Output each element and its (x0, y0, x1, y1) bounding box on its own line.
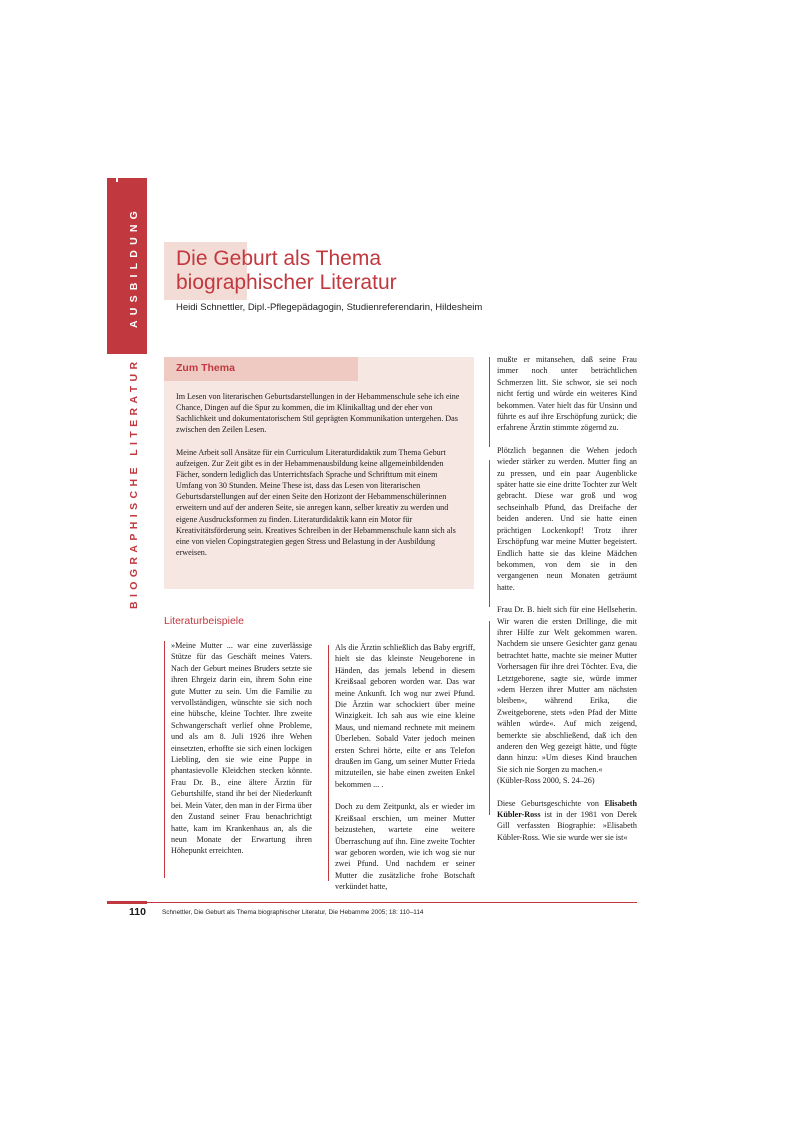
quote-rule (164, 641, 165, 878)
quote-paragraph: »Meine Mutter ... war eine zuverlässige Stütze für das Geschäft meines Vaters. Nach der Geburt meines Bruders setzte sie ihren Ehrgeiz darin ein, ihrem Sohn eine gute Mutter zu sein. Um die Familie zu vervollständigen, wünschte sie sich noch eine hübsche, kleine Tochter. Ihre zweite Schwangerschaft verlief ohne Probleme, und als am 8. Juli 1926 ihre Wehen einsetzten, erhoffte sie sich einen lockigen Liebling, den sie wie eine Puppe in phantasievolle Kleidchen stecken könnte. Frau Dr. B., eine ältere Ärztin für Geburtshilfe, stand ihr bei der Niederkunft bei. Mein Vater, den man in der Firma über den Zustand seiner Frau benachrichtigt hatte, kam im Krankenhaus an, als die neun Monate der Erwartung ihren Höhepunkt erreichten. (171, 641, 312, 856)
body-text: ist in der 1981 von Derek Gill verfassten Biographie: »Elisabeth Kübler-Ross. Wie sie wurde wer sie ist« (497, 810, 637, 842)
column-3 (497, 354, 637, 843)
quote-paragraph: Frau Dr. B. hielt sich für eine Hellseherin. Wir waren die ersten Drillinge, die mit ihrer Hilfe zur Welt gekommen waren. Nachdem sie unsere Gesichter ganz genau betrachtet hatte, machte sie meiner Mutter Vorhersagen für ihre drei Töchter. Eva, die Letztgeborene, sagte sie, würde immer »dem Herzen ihrer Mutter am nächsten bleiben«, während Erika, die Zweitgeborene, stets »den Pfad der Mitte wählen würde«. Auf mich zeigend, bemerkte sie abschließend, daß ich den anderen den Weg gezeigt hätte, und fügte dann hinzu: »Um dieses Kind brauchen Sie sich nie Sorgen zu machen.« (497, 605, 637, 774)
footer-rule (107, 902, 637, 903)
quote-paragraph: Doch zu dem Zeitpunkt, als er wieder im Kreißsaal erschien, um meiner Mutter beizustehen, wartete eine weitere Überraschung auf ihn. Eine zweite Tochter war geboren worden, wie ich wog sie nur zwei Pfund. Und nachdem er seiner Mutter die zusätzliche frohe Botschaft verkündet hatte, (335, 802, 475, 892)
footer-rule-accent (107, 901, 147, 904)
section-tab (107, 178, 147, 354)
section-tab-marker (116, 176, 118, 182)
article-title-line-2: biographischer Literatur (176, 271, 397, 294)
quote-rule (489, 460, 490, 607)
quote-citation: (Kübler-Ross 2000, S. 24–26) (497, 776, 595, 786)
topic-box-body (176, 391, 466, 569)
body-paragraph (497, 798, 637, 844)
quote-paragraph: Als die Ärztin schließlich das Baby ergriff, hielt sie das kleinste Neugeborene in Händen, das jemals lebend in diesem Kreißsaal geboren worden war. Das war meine Ankunft. Ich wog nur zwei Pfund. Die Ärztin war schockiert über meine Winzigkeit. Ich sah aus wie eine kleine Maus, und niemand rechnete mit meinem Überleben. Sobald Vater jedoch meinen ersten Schrei hörte, eilte er ans Telefon draußen im Gang, um seiner Mutter Frieda mitzuteilen, sie habe einen zweiten Enkel bekommen ... . (335, 643, 475, 789)
quote-rule (489, 621, 490, 815)
body-text: Diese Geburtsgeschichte von (497, 798, 605, 808)
person-name: Elisabeth Kübler-Ross (497, 798, 637, 820)
article-author: Heidi Schnettler, Dipl.-Pflegepädagogin, Studienreferendarin, Hildesheim (176, 302, 483, 313)
rubric-label: BIOGRAPHISCHE LITERATUR (128, 357, 140, 609)
quote-rule (328, 645, 329, 881)
section-label: AUSBILDUNG (128, 206, 140, 328)
quote-paragraph: mußte er mitansehen, daß seine Frau immer noch unter beträchtlichen Schmerzen litt. Sie schwor, sie sei noch nicht fertig und würde ein weiteres Kind bekommen. Vater hielt das für Unsinn und führte es auf ihre Erschöpfung zurück; die erfahrene Ärztin stimmte zögernd zu. (497, 355, 637, 433)
topic-box (164, 357, 474, 589)
footer-citation: Schnettler, Die Geburt als Thema biographischer Literatur, Die Hebamme 2005; 18: 110–114 (162, 909, 424, 916)
quote-paragraph: Plötzlich begannen die Wehen jedoch wieder stärker zu werden. Mutter fing an zu pressen, und ein paar Augenblicke später hatte sie eine dritte Tochter zur Welt gebracht. Diese war groß und wog sechseinhalb Pfund, das Dreifache der beiden anderen. Und sie hatte einen prächtigen Lockenkopf! Trotz ihrer Erschöpfung war meine Mutter begeistert. Endlich hatte sie das kleine Mädchen bekommen, von dem sie in den vergangenen neun Monaten geträumt hatte. (497, 445, 637, 592)
article-title-line-1: Die Geburt als Thema (176, 247, 382, 270)
column-1 (171, 640, 312, 857)
topic-paragraph: Meine Arbeit soll Ansätze für ein Curriculum Literaturdidaktik zum Thema Geburt aufzeigen. Zur Zeit gibt es in der Hebammenausbildung keine allgemeinbildenden Fächer, sondern lediglich das Unterrichtsfach Sprache und Schrifttum mit einem Umfang von 30 Stunden. Meine These ist, dass das Lesen von literarischen Geburtsdarstellungen auf der einen Seite den Horizont der Hebammenschülerinnen erweitern und auf der anderen Seite, sie anregen kann, selber kreativ zu werden und eigene Ausdrucksformen zu finden. Literaturdidaktik kann ein Motor für Kreativitätsförderung sein. Kreatives Schreiben in der Hebammenschule kann sich als eine von vielen Copingstrategien gegen Stress und Belastung in der Ausbildung erweisen. (176, 447, 456, 558)
topic-paragraph: Im Lesen von literarischen Geburtsdarstellungen in der Hebammenschule sehe ich eine Chance, Dingen auf die Spur zu kommen, die im Klinikalltag und der eher von Sachlichkeit und dokumentatorischem Stil geprägten Kommunikation untergehen. Das zwischen den Zeilen Lesen. (176, 392, 460, 435)
quote-rule (489, 357, 490, 447)
column-2 (335, 642, 475, 893)
examples-heading: Literaturbeispiele (164, 615, 244, 627)
article-title (176, 247, 397, 295)
topic-box-heading: Zum Thema (176, 362, 235, 374)
page-number: 110 (129, 906, 146, 918)
